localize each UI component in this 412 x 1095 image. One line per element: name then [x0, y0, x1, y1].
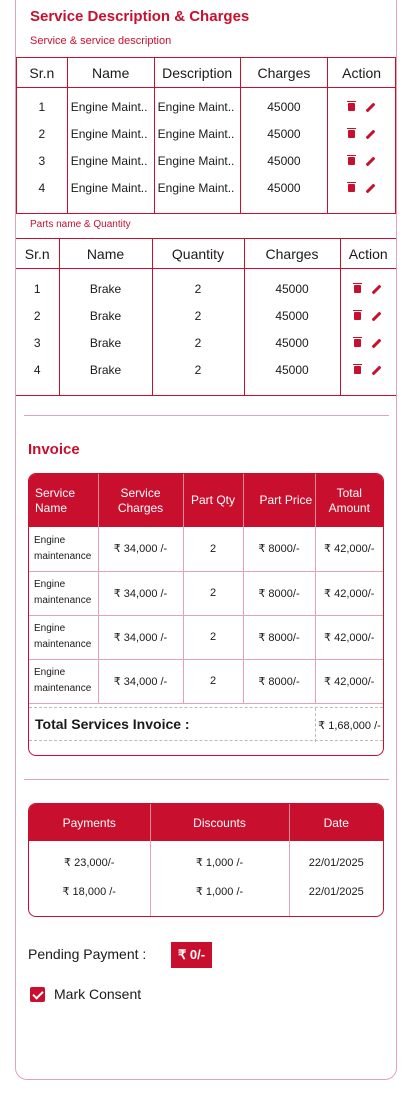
col-header-discounts: Discounts — [150, 804, 289, 841]
row-name: Brake — [59, 276, 152, 303]
row-description: Engine Maint.. — [154, 121, 240, 148]
col-header-quantity: Quantity — [152, 239, 244, 269]
row-date: 22/01/2025 — [308, 856, 364, 869]
invoice-total-label: Total Services Invoice : — [35, 716, 190, 732]
row-service-charges: ₹ 34,000 /- — [98, 615, 183, 659]
row-sr: 4 — [16, 357, 59, 384]
row-payment: ₹ 23,000/- — [29, 848, 150, 877]
row-discount: ₹ 1,000 /- — [150, 848, 289, 877]
pencil-icon[interactable] — [372, 338, 382, 348]
row-total: ₹ 42,000/- — [315, 615, 383, 659]
col-header-charges: Charges — [240, 58, 328, 88]
table-row — [29, 659, 383, 703]
checkmark-icon[interactable] — [30, 987, 45, 1002]
row-charges: 45000 — [240, 94, 328, 121]
payments-table — [29, 804, 383, 917]
col-header-description: Description — [154, 58, 240, 88]
row-discount: ₹ 1,000 /- — [150, 877, 289, 906]
row-description: Engine Maint.. — [154, 94, 240, 121]
trash-icon[interactable] — [348, 103, 355, 111]
pencil-icon[interactable] — [372, 365, 382, 375]
row-payment: ₹ 18,000 /- — [29, 877, 150, 906]
row-service-charges: ₹ 34,000 /- — [98, 527, 183, 571]
row-name: Brake — [59, 330, 152, 357]
row-service-name: Engine maintenance — [29, 571, 98, 615]
row-service-charges: ₹ 34,000 /- — [98, 659, 183, 703]
row-name: Brake — [59, 357, 152, 384]
table-row — [29, 615, 383, 659]
table-row — [29, 877, 383, 906]
invoice-table-box — [28, 473, 384, 756]
pending-payment-badge: ₹ 0/- — [171, 942, 212, 968]
row-description: Engine Maint.. — [154, 148, 240, 175]
trash-icon[interactable] — [354, 339, 361, 347]
row-part-price: ₹ 8000/- — [243, 527, 315, 571]
row-quantity: 2 — [152, 276, 244, 303]
trash-icon[interactable] — [348, 157, 355, 165]
col-header-service-charges: Service Charges — [98, 474, 183, 527]
row-service-name: Engine maintenance — [29, 659, 98, 703]
col-header-action: Action — [340, 239, 396, 269]
row-sr: 4 — [17, 175, 68, 202]
table-row — [17, 148, 396, 175]
col-header-service-name: Service Name — [29, 474, 98, 527]
table-row — [17, 94, 396, 121]
col-header-srn: Sr.n — [16, 239, 59, 269]
table-row — [16, 276, 396, 303]
table-row — [17, 121, 396, 148]
table-row — [16, 357, 396, 384]
trash-icon[interactable] — [354, 285, 361, 293]
row-service-name: Engine maintenance — [29, 527, 98, 571]
row-part-qty: 2 — [183, 527, 243, 571]
row-sr: 1 — [16, 276, 59, 303]
row-charges: 45000 — [240, 175, 328, 202]
col-header-payments: Payments — [29, 804, 150, 841]
row-part-price: ₹ 8000/- — [243, 659, 315, 703]
row-quantity: 2 — [152, 330, 244, 357]
col-header-part-qty: Part Qty — [183, 474, 243, 527]
row-quantity: 2 — [152, 303, 244, 330]
row-sr: 2 — [17, 121, 68, 148]
row-description: Engine Maint.. — [154, 175, 240, 202]
parts-subtitle: Parts name & Quantity — [30, 219, 131, 230]
row-total: ₹ 42,000/- — [315, 571, 383, 615]
col-header-srn: Sr.n — [17, 58, 68, 88]
invoice-total-value: ₹ 1,68,000 /- — [315, 708, 383, 742]
row-part-qty: 2 — [183, 659, 243, 703]
trash-icon[interactable] — [354, 366, 361, 374]
col-header-date: Date — [289, 804, 383, 841]
col-header-part-price: Part Price — [243, 474, 315, 527]
col-header-name: Name — [67, 58, 154, 88]
row-name: Engine Maint.. — [67, 121, 154, 148]
section-divider — [24, 415, 389, 416]
row-name: Brake — [59, 303, 152, 330]
table-row — [29, 848, 383, 877]
service-table — [16, 57, 396, 214]
table-row — [29, 571, 383, 615]
row-charges: 45000 — [244, 276, 340, 303]
parts-table — [16, 238, 396, 396]
row-sr: 2 — [16, 303, 59, 330]
table-row — [16, 330, 396, 357]
row-charges: 45000 — [244, 303, 340, 330]
row-sr: 3 — [17, 148, 68, 175]
consent-label: Mark Consent — [54, 986, 142, 1002]
col-header-total-amount: Total Amount — [315, 474, 383, 527]
row-quantity: 2 — [152, 357, 244, 384]
trash-icon[interactable] — [348, 130, 355, 138]
row-charges: 45000 — [240, 121, 328, 148]
row-part-price: ₹ 8000/- — [243, 615, 315, 659]
row-service-charges: ₹ 34,000 /- — [98, 571, 183, 615]
pencil-icon[interactable] — [365, 183, 375, 193]
col-header-name: Name — [59, 239, 152, 269]
row-sr: 3 — [16, 330, 59, 357]
col-header-charges: Charges — [244, 239, 340, 269]
trash-icon[interactable] — [354, 312, 361, 320]
pencil-icon[interactable] — [365, 129, 375, 139]
pending-payment-label: Pending Payment : — [28, 946, 147, 962]
payments-table-box — [28, 803, 384, 917]
pencil-icon[interactable] — [372, 284, 382, 294]
table-row — [29, 527, 383, 571]
invoice-total-row — [29, 707, 383, 741]
row-part-qty: 2 — [183, 615, 243, 659]
pencil-icon[interactable] — [365, 156, 375, 166]
section-divider — [24, 779, 389, 780]
row-part-qty: 2 — [183, 571, 243, 615]
row-sr: 1 — [17, 94, 68, 121]
col-header-action: Action — [328, 58, 396, 88]
row-total: ₹ 42,000/- — [315, 659, 383, 703]
table-row — [16, 303, 396, 330]
row-name: Engine Maint.. — [67, 148, 154, 175]
row-name: Engine Maint.. — [67, 175, 154, 202]
row-charges: 45000 — [244, 330, 340, 357]
invoice-title: Invoice — [28, 441, 80, 458]
pencil-icon[interactable] — [365, 102, 375, 112]
trash-icon[interactable] — [348, 184, 355, 192]
row-charges: 45000 — [240, 148, 328, 175]
invoice-table — [29, 474, 383, 704]
pencil-icon[interactable] — [372, 311, 382, 321]
table-row — [17, 175, 396, 202]
mark-consent[interactable] — [30, 986, 141, 1002]
row-total: ₹ 42,000/- — [315, 527, 383, 571]
page-title: Service Description & Charges — [30, 8, 250, 25]
row-name: Engine Maint.. — [67, 94, 154, 121]
row-part-price: ₹ 8000/- — [243, 571, 315, 615]
row-date: 22/01/2025 — [308, 885, 364, 898]
row-charges: 45000 — [244, 357, 340, 384]
row-service-name: Engine maintenance — [29, 615, 98, 659]
service-subtitle: Service & service description — [30, 35, 172, 47]
